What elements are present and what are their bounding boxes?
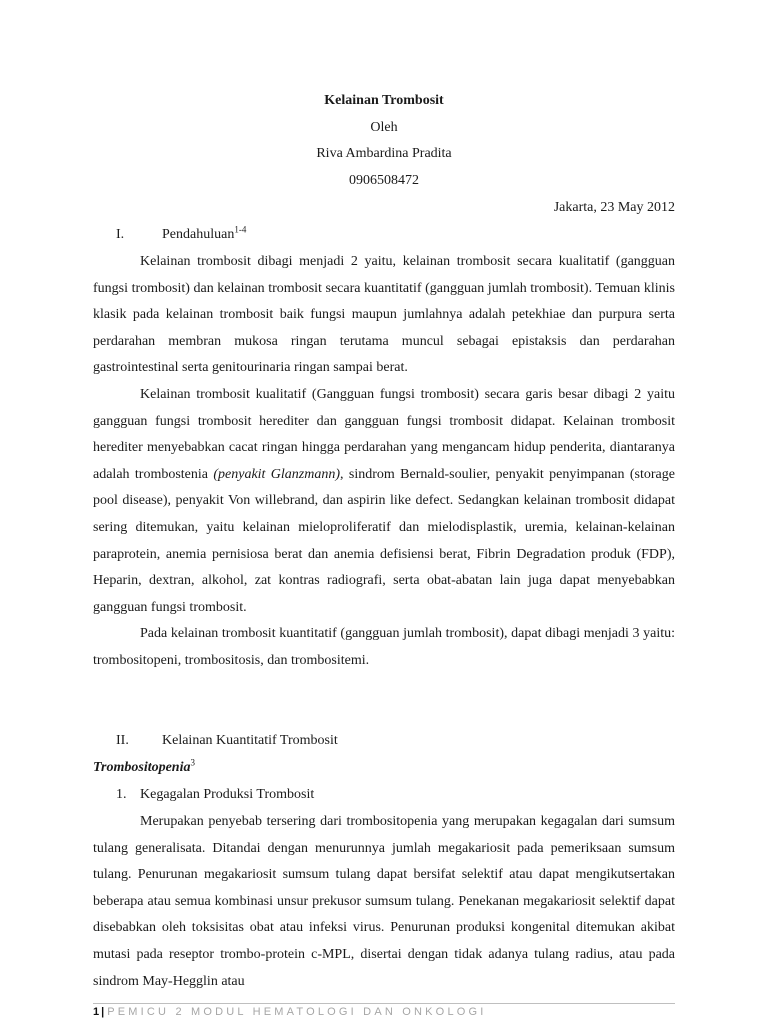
section-heading-2 bbox=[116, 733, 338, 749]
section-number: I. bbox=[116, 227, 125, 242]
footer-separator: | bbox=[101, 1006, 105, 1018]
section-1-body bbox=[93, 249, 675, 675]
paragraph: Kelainan trombosit kualitatif (Gangguan fungsi trombosit) secara garis besar dibagi 2 yaitu gangguan fungsi trombosit herediter dan gangguan fungsi trombosit didapat. Kelainan trombosit herediter menyebabkan cacat ringan hingga perdarahan yang mengancam hidup penderita, diantaranya adalah trombostenia (penyakit Glanzmann), sindrom Bernald-soulier, penyakit penyimpanan (storage pool disease), penyakit Von willebrand, dan aspirin like defect. Sedangkan kelainan trombosit didapat sering ditemukan, yaitu kelainan mieloproliferatif dan mielodisplastik, uremia, kelainan-kelainan paraprotein, anemia pernisiosa berat dan anemia defisiensi berat, Fibrin Degradation produk (FDP), Heparin, dextran, alkohol, zat kontras radiografi, serta obat-abatan lain juga dapat menyebabkan gangguan fungsi trombosit. bbox=[93, 386, 675, 615]
author-name: Riva Ambardina Pradita bbox=[316, 146, 452, 161]
citation-ref: 3 bbox=[190, 757, 195, 768]
subsection-title: Trombositopenia$^3$ bbox=[93, 757, 195, 775]
list-item-title: Kegagalan Produksi Trombosit bbox=[140, 787, 315, 802]
paragraph: Pada kelainan trombosit kuantitatif (gangguan jumlah trombosit), dapat dibagi menjadi 3 yaitu: trombositopeni, trombositosis, dan trombositemi. bbox=[93, 626, 675, 668]
byline-label: Oleh bbox=[370, 120, 398, 135]
dateline: Jakarta, 23 May 2012 bbox=[553, 200, 675, 215]
section-2-body bbox=[93, 809, 675, 995]
emphasis: (penyakit Glanzmann) bbox=[213, 466, 341, 482]
footer-label: PEMICU 2 MODUL HEMATOLOGI DAN ONKOLOGI bbox=[107, 1006, 487, 1018]
section-title: Pendahuluan bbox=[162, 227, 235, 242]
list-number: 1. bbox=[116, 787, 127, 802]
student-id: 0906508472 bbox=[349, 173, 419, 188]
page-number: 1 bbox=[93, 1006, 100, 1018]
section-heading-1 bbox=[116, 224, 247, 243]
paragraph: Merupakan penyebab tersering dari trombositopenia yang merupakan kegagalan dari sumsum tulang generalisata. Ditandai dengan menurunnya jumlah megakariosit pada pemeriksaan sumsum tulang. Penurunan megakariosit sumsum tulang dapat bersifat selektif atau dapat mengikutsertakan beberapa atau semua kombinasi unsur prekusor sumsum tulang. Penekanan megakariosit selektif dapat disebabkan oleh toksisitas obat atau infeksi virus. Penurunan produksi kongenital ditemukan akibat mutasi pada reseptor trombo-protein c-MPL, disertai dengan tidak adanya tulang radius, atau pada sindrom May-Hegglin atau bbox=[93, 814, 675, 989]
section-number: II. bbox=[116, 733, 129, 748]
section-title: Kelainan Kuantitatif Trombosit bbox=[162, 733, 338, 748]
page-footer bbox=[93, 1006, 487, 1018]
footer-divider bbox=[93, 1003, 675, 1004]
list-item-heading bbox=[116, 787, 314, 803]
document-title: Kelainan Trombosit bbox=[324, 93, 444, 108]
paragraph: Kelainan trombosit dibagi menjadi 2 yaitu, kelainan trombosit secara kualitatif (gangguan fungsi trombosit) dan kelainan trombosit secara kuantitatif (gangguan jumlah trombosit). Temuan klinis klasik pada kelainan trombosit baik fungsi maupun jumlahnya adalah petekhiae dan purpura serta perdarahan membran mukosa ringan terutama muncul sebagai epistaksis dan perdarahan gastrointestinal serta genitourinaria ringan sampai berat. bbox=[93, 254, 675, 376]
citation-ref: 1-4 bbox=[234, 224, 247, 235]
